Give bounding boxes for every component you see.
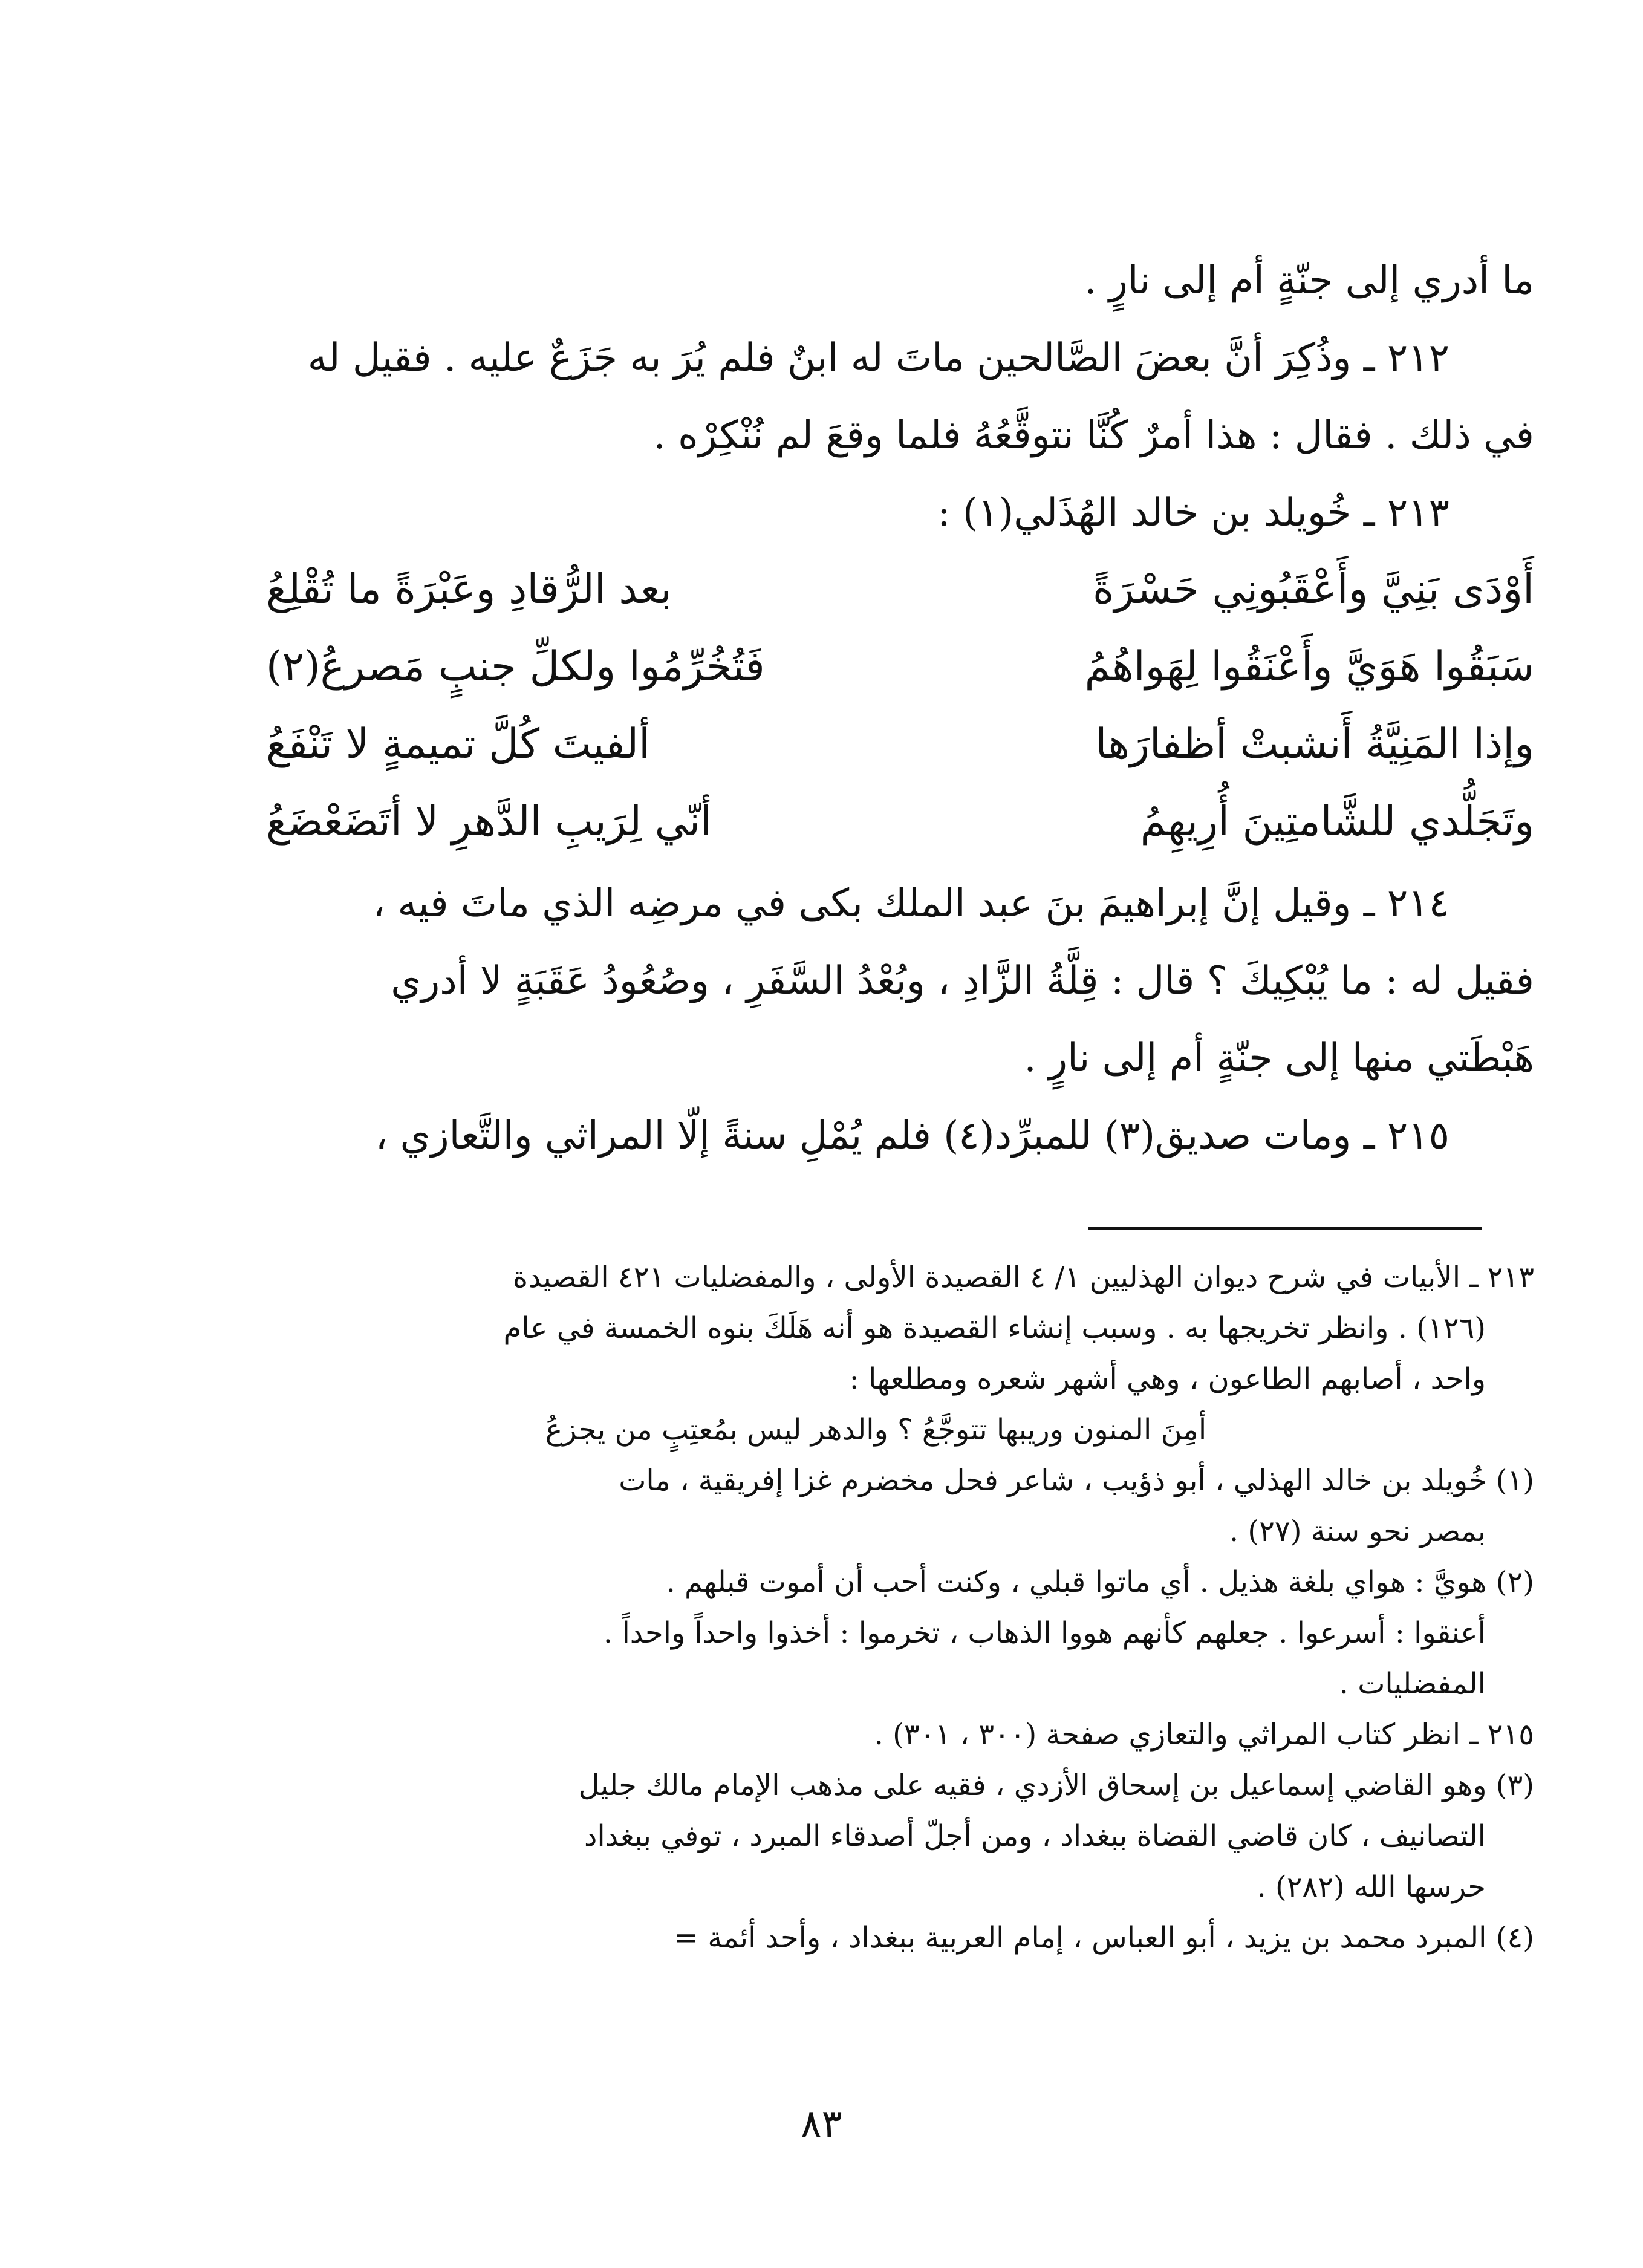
paragraph-213-heading: ٢١٣ ـ خُويلد بن خالد الهُذَلي(١) : [937, 490, 1449, 535]
verse-second-hemistich: أنّي لِرَيبِ الدَّهرِ لا أتَضَعْضَعُ [266, 797, 712, 846]
poem-verse [266, 783, 1534, 860]
footnote-line: واحد ، أصابهم الطاعون ، وهي أشهر شعره ومطلعها : [849, 1362, 1486, 1396]
footnote-3: (٣) وهو القاضي إسماعيل بن إسحاق الأزدي ، فقيه على مذهب الإمام مالك جليل [578, 1768, 1534, 1802]
poem-verse [266, 550, 1534, 628]
paragraph-215-line: ٢١٥ ـ ومات صديق(٣) للمبرِّد(٤) فلم يُمْلِ سنةً إلّا المراثي والتَّعازي ، [375, 1113, 1449, 1158]
footnote-line: بمصر نحو سنة (٢٧) . [1229, 1514, 1486, 1548]
verse-first-hemistich: سَبَقُوا هَوَيَّ وأَعْنَقُوا لِهَواهُمُ [1084, 642, 1534, 691]
after-poem-text [266, 865, 1534, 1175]
verse-second-hemistich: ألفيتَ كُلَّ تميمةٍ لا تَنْفَعُ [266, 720, 650, 768]
paragraph-214-line: ٢١٤ ـ وقيل إنَّ إبراهيمَ بنَ عبد الملك بكى في مرضِه الذي ماتَ فيه ، [373, 881, 1449, 926]
text-line: ما أدري إلى جنّةٍ أم إلى نارٍ . [1084, 258, 1534, 303]
footnote-line: (١٢٦) . وانظر تخريجها به . وسبب إنشاء القصيدة هو أنه هَلَكَ بنوه الخمسة في عام [503, 1311, 1486, 1345]
footnote-line: التصانيف ، كان قاضي القضاة ببغداد ، ومن أجلّ أصدقاء المبرد ، توفي ببغداد [584, 1819, 1486, 1853]
main-text-block [266, 242, 1534, 552]
footnote-line: أعنقوا : أسرعوا . جعلهم كأنهم هووا الذهاب ، تخرموا : أخذوا واحداً واحداً . [603, 1616, 1486, 1650]
poem-verse [266, 705, 1534, 783]
paragraph-212-line: ٢١٢ ـ وذُكِرَ أنَّ بعضَ الصَّالحين ماتَ له ابنٌ فلم يُرَ به جَزَعٌ عليه . فقيل له [307, 336, 1449, 380]
poem-block [266, 550, 1534, 860]
paragraph-212-line: في ذلك . فقال : هذا أمرٌ كُنَّا نتوقَّعُهُ فلما وقعَ لم نُنْكِرْه . [653, 413, 1534, 458]
verse-first-hemistich: أَوْدَى بَنِيَّ وأَعْقَبُونِي حَسْرَةً [1092, 565, 1534, 613]
paragraph-214-line: هَبْطَتي منها إلى جنّةٍ أم إلى نارٍ . [1024, 1036, 1534, 1081]
verse-first-hemistich: وإذا المَنِيَّةُ أَنشبتْ أظفارَها [1095, 720, 1534, 768]
paragraph-214-line: فقيل له : ما يُبْكِيكَ ؟ قال : قِلَّةُ الزَّادِ ، وبُعْدُ السَّفَرِ ، وصُعُودُ عَقَبَةٍ لا أدري [391, 959, 1534, 1003]
footnote-4: (٤) المبرد محمد بن يزيد ، أبو العباس ، إمام العربية ببغداد ، وأحد أئمة = [674, 1921, 1534, 1955]
verse-second-hemistich: فَتُخُرِّمُوا ولكلِّ جنبٍ مَصرعُ(٢) [266, 642, 765, 691]
footnote-verse: أمِنَ المنون وريبها تتوجَّعُ ؟ والدهر ليس بمُعتِبٍ من يجزعُ [545, 1413, 1207, 1447]
poem-verse [266, 628, 1534, 705]
footnote-215: ٢١٥ ـ انظر كتاب المراثي والتعازي صفحة (٣٠٠ ، ٣٠١) . [874, 1718, 1534, 1752]
verse-first-hemistich: وتَجَلُّدي للشَّامتِينَ أُرِيهِمُ [1140, 797, 1534, 846]
verse-second-hemistich: بعد الرُّقادِ وعَبْرَةً ما تُقْلِعُ [266, 565, 672, 613]
page-number: ٨٣ [801, 2102, 842, 2146]
footnote-1: (١) خُويلد بن خالد الهذلي ، أبو ذؤيب ، شاعر فحل مخضرم غزا إفريقية ، مات [619, 1464, 1534, 1497]
footnote-separator [1088, 1227, 1482, 1230]
footnote-line: حرسها الله (٢٨٢) . [1257, 1870, 1486, 1904]
footnote-line: ٢١٣ ـ الأبيات في شرح ديوان الهذليين ١/ ٤ القصيدة الأولى ، والمفضليات ٤٢١ القصيدة [512, 1260, 1534, 1294]
footnote-2: (٢) هويَّ : هواي بلغة هذيل . أي ماتوا قبلي ، وكنت أحب أن أموت قبلهم . [666, 1565, 1534, 1599]
footnote-line: المفضليات . [1339, 1667, 1486, 1701]
footnotes-block [266, 1252, 1534, 1963]
